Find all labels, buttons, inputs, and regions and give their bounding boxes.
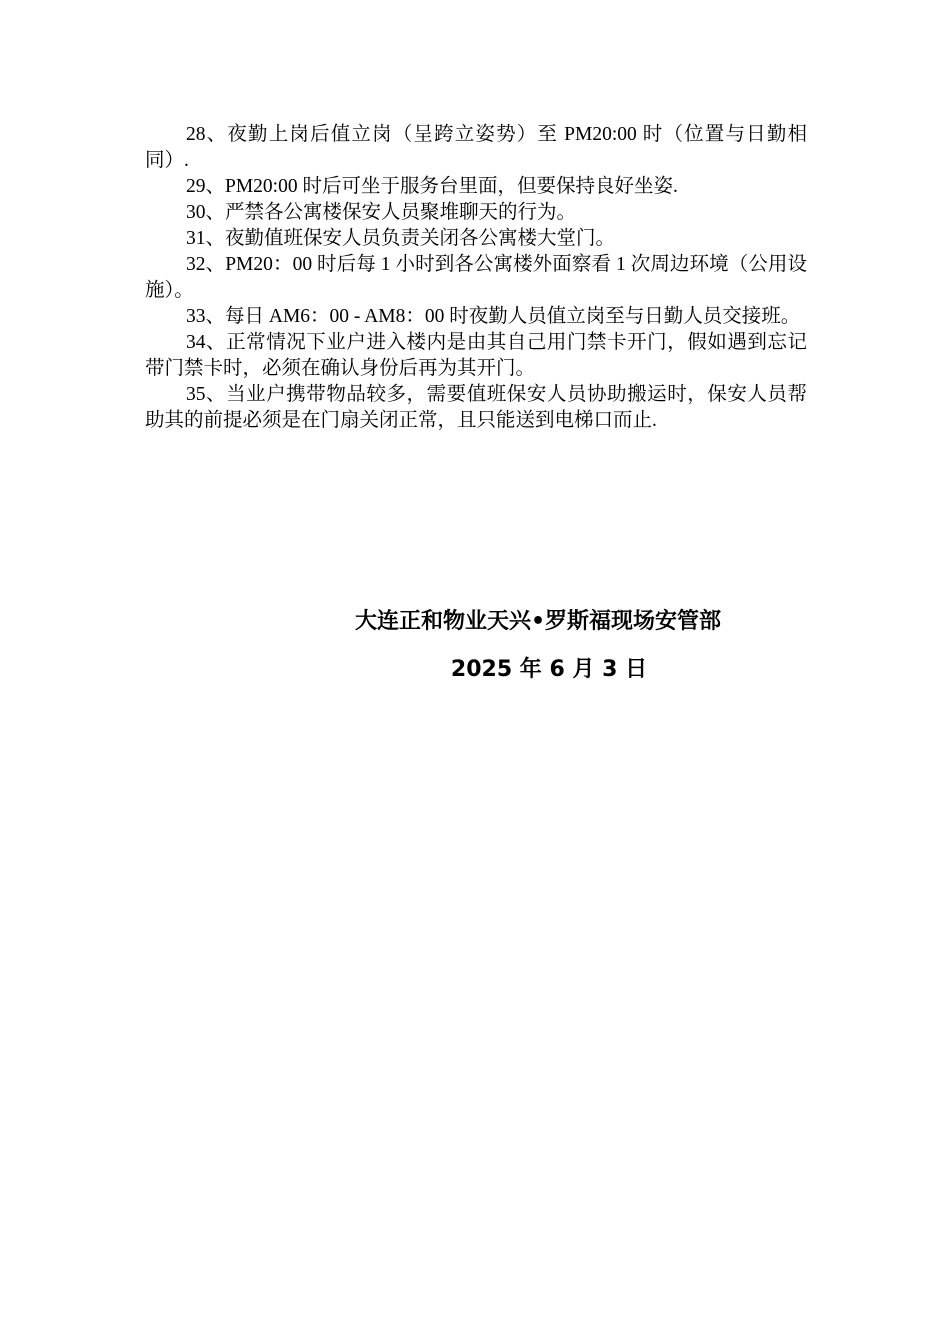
paragraph-31: 31、夜勤值班保安人员负责关闭各公寓楼大堂门。: [186, 228, 616, 249]
paragraph-32: 32、PM20：00 时后每 1 小时到各公寓楼外面察看 1 次周边环境（公用设施）。: [145, 254, 807, 301]
paragraph-28: 28、夜勤上岗后值立岗（呈跨立姿势）至 PM20:00 时（位置与日勤相同）.: [145, 124, 807, 171]
paragraph-34: 34、正常情况下业户进入楼内是由其自己用门禁卡开门，假如遇到忘记带门禁卡时，必须在确认身份后再为其开门。: [145, 332, 807, 379]
paragraph-35: 35、当业户携带物品较多，需要值班保安人员协助搬运时，保安人员帮助其的前提必须是在门扇关闭正常，且只能送到电梯口而止.: [145, 384, 807, 431]
paragraph-33: 33、每日 AM6：00 - AM8：00 时夜勤人员值立岗至与日勤人员交接班。: [186, 306, 801, 327]
paragraph-29: 29、PM20:00 时后可坐于服务台里面，但要保持良好坐姿.: [186, 176, 678, 197]
signature-organization: 大连正和物业天兴•罗斯福现场安管部: [354, 609, 722, 634]
paragraph-30: 30、严禁各公寓楼保安人员聚堆聊天的行为。: [186, 202, 577, 223]
signature-date: 2025 年 6 月 3 日: [450, 657, 648, 682]
document-body: [145, 122, 807, 434]
signature-block: [300, 605, 776, 687]
